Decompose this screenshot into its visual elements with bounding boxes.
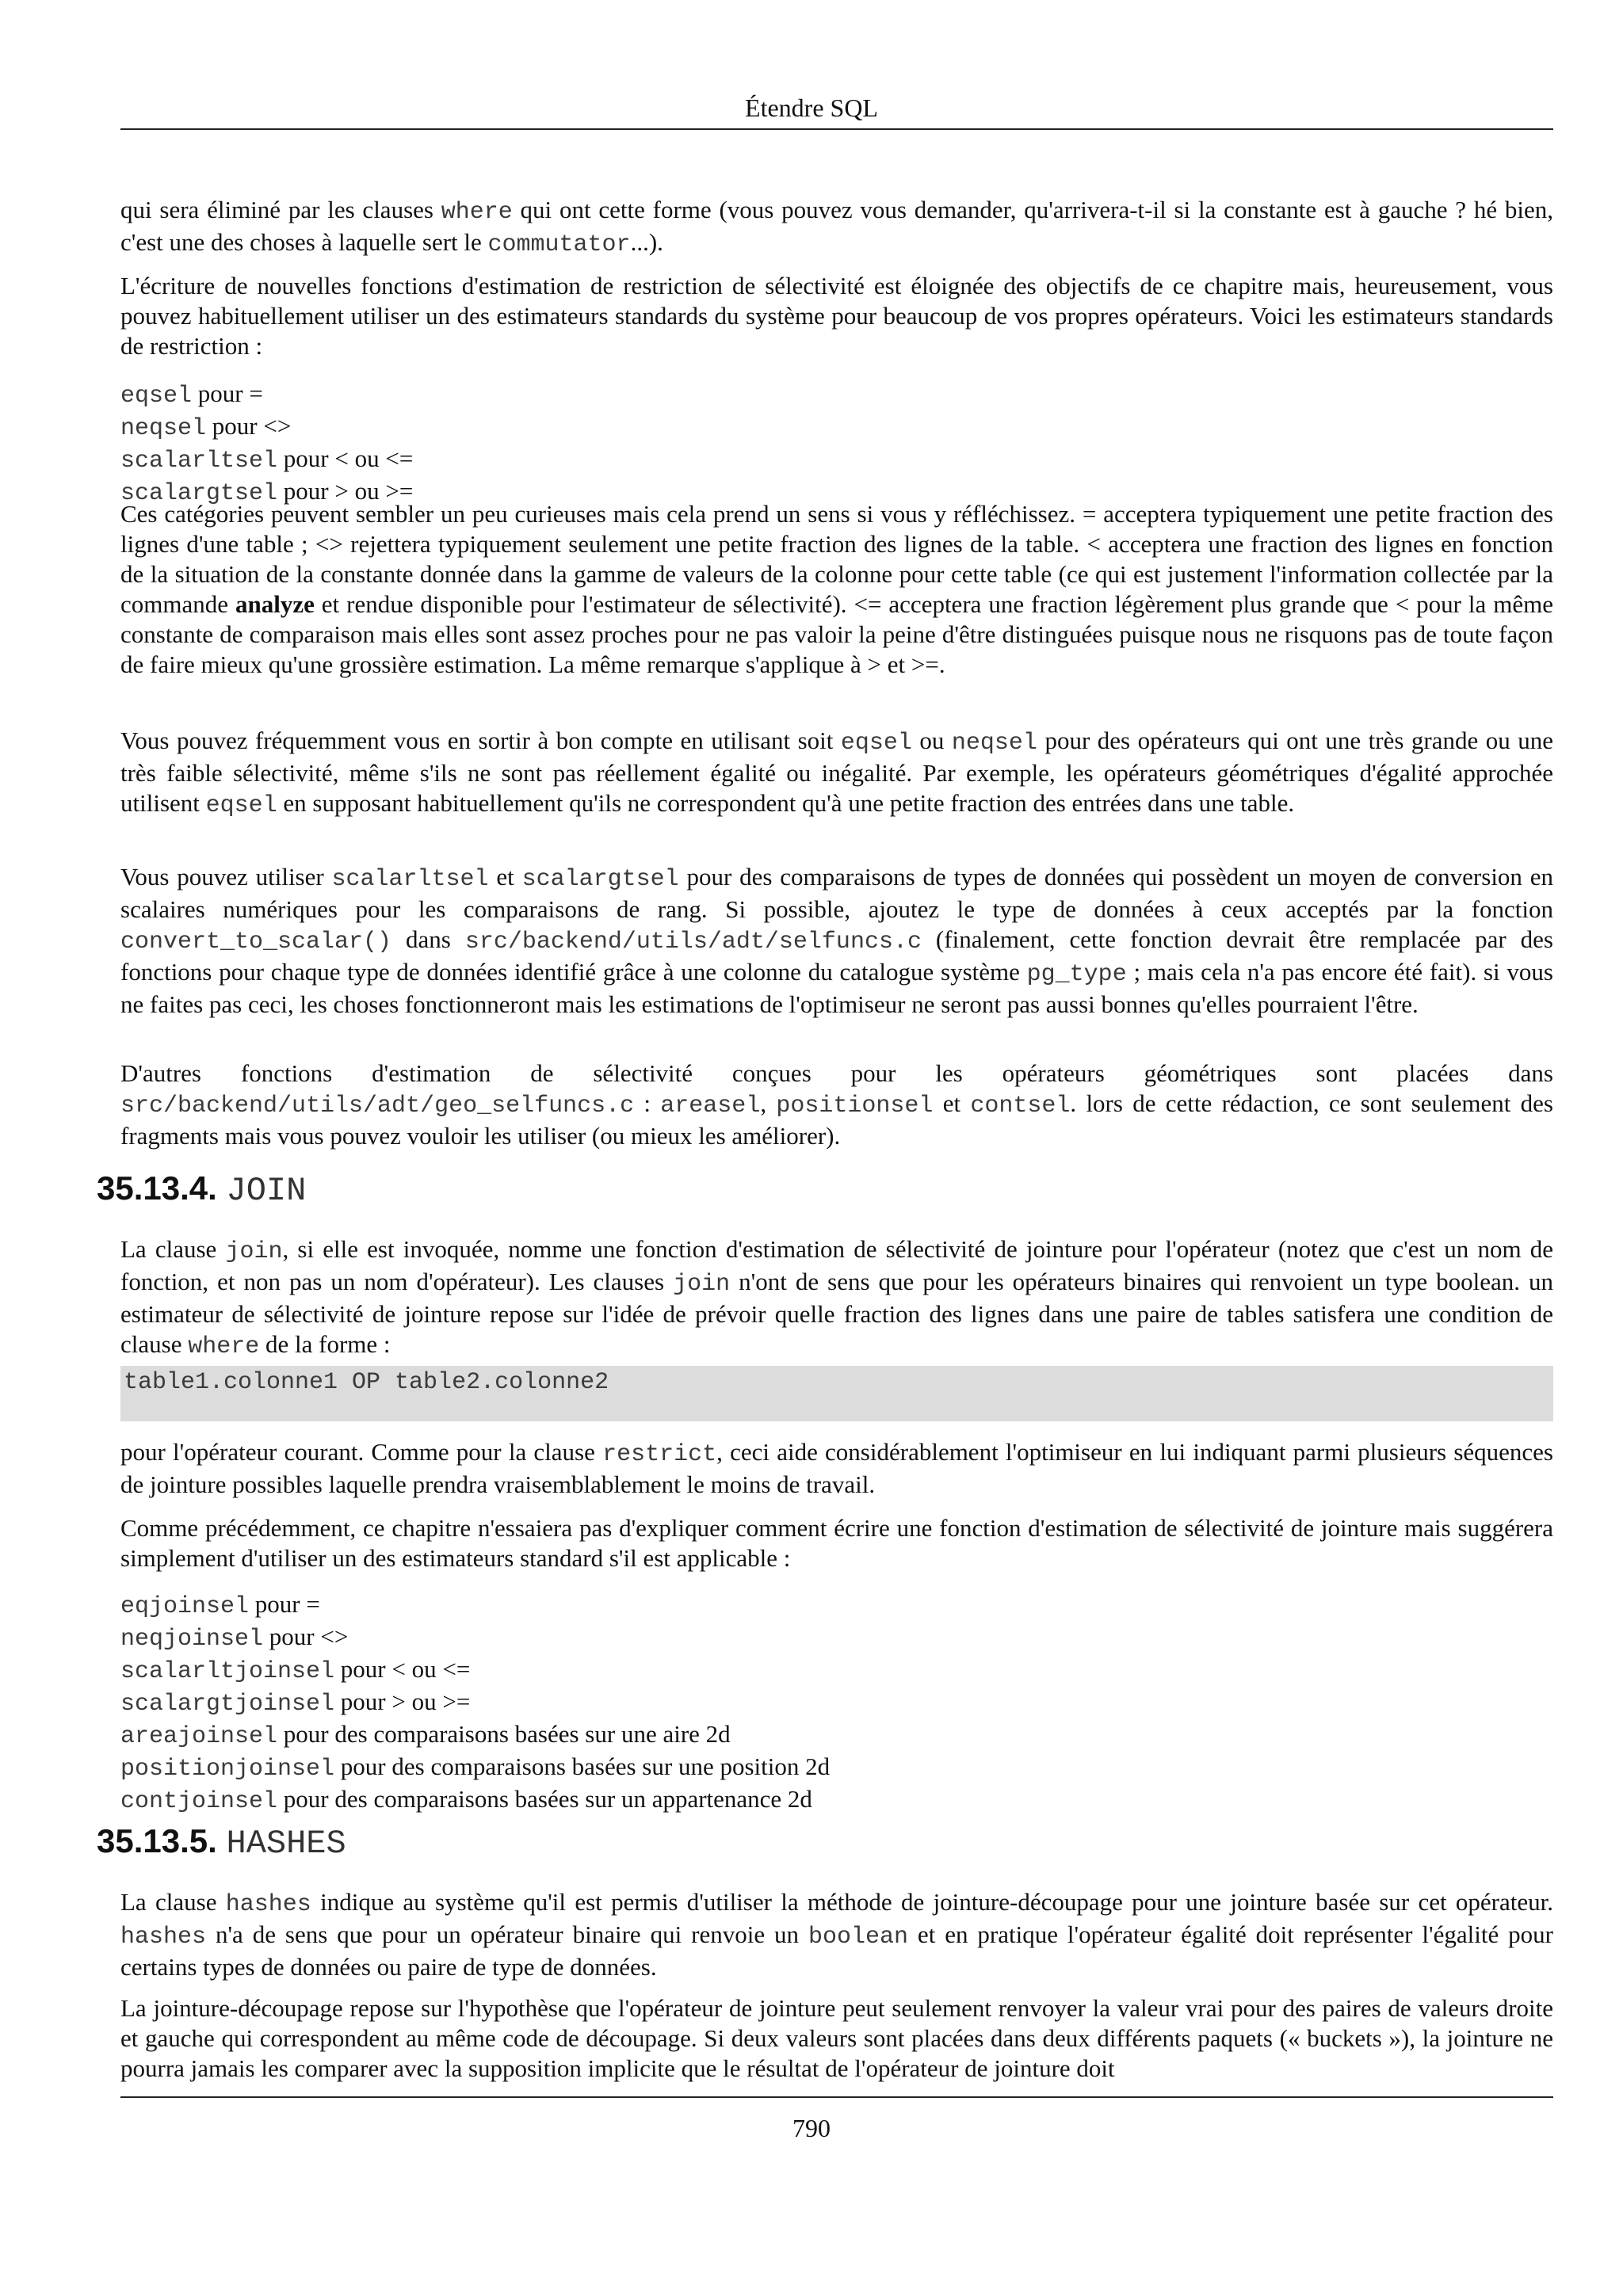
- code-block: [120, 1366, 1553, 1421]
- paragraph-4: Vous pouvez fréquemment vous en sortir à bon compte en utilisant soit eqsel ou neqsel pour des opérateurs qui ont une très grande ou une très faible sélectivité, même s'ils ne sont pas réellement égalité ou inégalité. Par exemple, les opérateurs géométriques d'égalité approchée utilisent eqsel en supposant habituellement qu'ils ne correspondent qu'à une petite fraction des entrées dans une table.: [120, 727, 1554, 819]
- list-item: positionjoinsel pour des comparaisons basées sur une position 2d: [120, 1753, 831, 1783]
- section-number: 35.13.4.: [97, 1169, 217, 1207]
- paragraph-10: La clause hashes indique au système qu'il est permis d'utiliser la méthode de jointure-découpage pour une jointure basée sur cet opérateur. hashes n'a de sens que pour un opérateur binaire qui renvoie un boolean et en pratique l'opérateur égalité doit représenter l'égalité pour certains types de données ou paire de type de données.: [120, 1888, 1553, 1981]
- header-rule: [120, 128, 1553, 130]
- list-item: eqjoinsel pour =: [120, 1590, 320, 1620]
- list-item: neqjoinsel pour <>: [120, 1623, 349, 1653]
- paragraph-7: La clause join, si elle est invoquée, nomme une fonction d'estimation de sélectivité de jointure pour l'opérateur (notez que c'est un nom de fonction, et non pas un nom d'opérateur). Les clauses join n'ont de sens que pour les opérateurs binaires qui renvoient un type boolean. un estimateur de sélectivité de jointure repose sur l'idée de prévoir quelle fraction des lignes dans une paire de tables satisfera une condition de clause where de la forme :: [120, 1235, 1554, 1360]
- page-number: 790: [792, 2114, 831, 2142]
- paragraph-1: qui sera éliminé par les clauses where qui ont cette forme (vous pouvez vous demander, qu'arrivera-t-il si la constante est à gauche ? hé bien, c'est une des choses à laquelle sert le commutator...).: [120, 196, 1553, 258]
- paragraph-5: Vous pouvez utiliser scalarltsel et scalargtsel pour des comparaisons de types de données qui possèdent un moyen de conversion en scalaires numériques pour les comparaisons de rang. Si possible, ajoutez le type de données à ceux acceptés par la fonction convert_to_scalar() dans src/backend/utils/adt/selfuncs.c (finalement, cette fonction devrait être remplacée par des fonctions pour chaque type de données identifié grâce à une colonne du catalogue système pg_type ; mais cela n'a pas encore été fait). si vous ne faites pas ceci, les choses fonctionneront mais les estimations de l'optimiseur ne seront pas aussi bonnes qu'elles pourraient l'être.: [120, 863, 1554, 1018]
- section-title: JOIN: [226, 1172, 307, 1210]
- list-item: eqsel pour =: [120, 379, 263, 410]
- paragraph-2: L'écriture de nouvelles fonctions d'estimation de restriction de sélectivité est éloignée des objectifs de ce chapitre mais, heureusement, vous pouvez habituellement utiliser un des estimateurs standards du système pour beaucoup de vos propres opérateurs. Voici les estimateurs standards de restriction :: [120, 272, 1553, 360]
- section-heading-join: [97, 1169, 306, 1210]
- section-heading-hashes: [97, 1822, 346, 1863]
- running-header: Étendre SQL: [745, 93, 878, 122]
- paragraph-9: Comme précédemment, ce chapitre n'essaiera pas d'expliquer comment écrire une fonction d'estimation de sélectivité de jointure mais suggérera simplement d'utiliser un des estimateurs standard s'il est applicable :: [120, 1514, 1553, 1572]
- list-item: scalarltjoinsel pour < ou <=: [120, 1655, 471, 1685]
- paragraph-11: La jointure-découpage repose sur l'hypothèse que l'opérateur de jointure peut seulement renvoyer la valeur vrai pour des paires de valeurs droite et gauche qui correspondent au même code de découpage. Si deux valeurs sont placées dans deux différents paquets (« buckets »), la jointure ne pourra jamais les comparer avec la supposition implicite que le résultat de l'opérateur de jointure doit: [120, 1994, 1553, 2082]
- section-number: 35.13.5.: [97, 1822, 217, 1859]
- code-commutator: commutator: [487, 231, 631, 258]
- paragraph-6: D'autres fonctions d'estimation de sélectivité conçues pour les opérateurs géométriques sont placées dans src/backend/utils/adt/geo_selfuncs.c : areasel, positionsel et contsel. lors de cette rédaction, ce sont seulement des fragments mais vous pouvez vouloir les utiliser (ou mieux les améliorer).: [120, 1059, 1553, 1150]
- paragraph-8: pour l'opérateur courant. Comme pour la clause restrict, ceci aide considérablement l'optimiseur en lui indiquant parmi plusieurs séquences de jointure possibles laquelle prendra vraisemblablement le moins de travail.: [120, 1438, 1553, 1498]
- command-analyze: analyze: [235, 590, 315, 618]
- list-item: scalargtjoinsel pour > ou >=: [120, 1688, 471, 1718]
- section-title: HASHES: [226, 1825, 346, 1863]
- code-example: table1.colonne1 OP table2.colonne2: [124, 1369, 609, 1396]
- list-item: contjoinsel pour des comparaisons basées sur un appartenance 2d: [120, 1785, 812, 1815]
- footer-rule: [120, 2096, 1553, 2098]
- paragraph-3: Ces catégories peuvent sembler un peu curieuses mais cela prend un sens si vous y réfléchissez. = acceptera typiquement une petite fraction des lignes d'une table ; <> rejettera typiquement seulement une petite fraction des lignes de la table. < acceptera une fraction des lignes en fonction de la situation de la constante donnée dans la gamme de valeurs de la colonne pour cette table (ce qui est justement l'information collectée par la commande analyze et rendue disponible pour l'estimateur de sélectivité). <= acceptera une fraction légèrement plus grande que < pour la même constante de comparaison mais elles sont assez proches pour ne pas valoir la peine d'être distinguées puisque nous ne risquons pas de toute façon de faire mieux qu'une grossière estimation. La même remarque s'applique à > et >=.: [120, 500, 1553, 678]
- join-estimator-list: [120, 1589, 1553, 1817]
- list-item: areajoinsel pour des comparaisons basées sur une aire 2d: [120, 1720, 731, 1750]
- restrict-estimator-list: [120, 379, 1553, 509]
- list-item: neqsel pour <>: [120, 412, 292, 442]
- code-where: where: [441, 199, 513, 226]
- list-item: scalarltsel pour < ou <=: [120, 444, 414, 475]
- list-item: scalargtsel pour > ou >=: [120, 477, 414, 507]
